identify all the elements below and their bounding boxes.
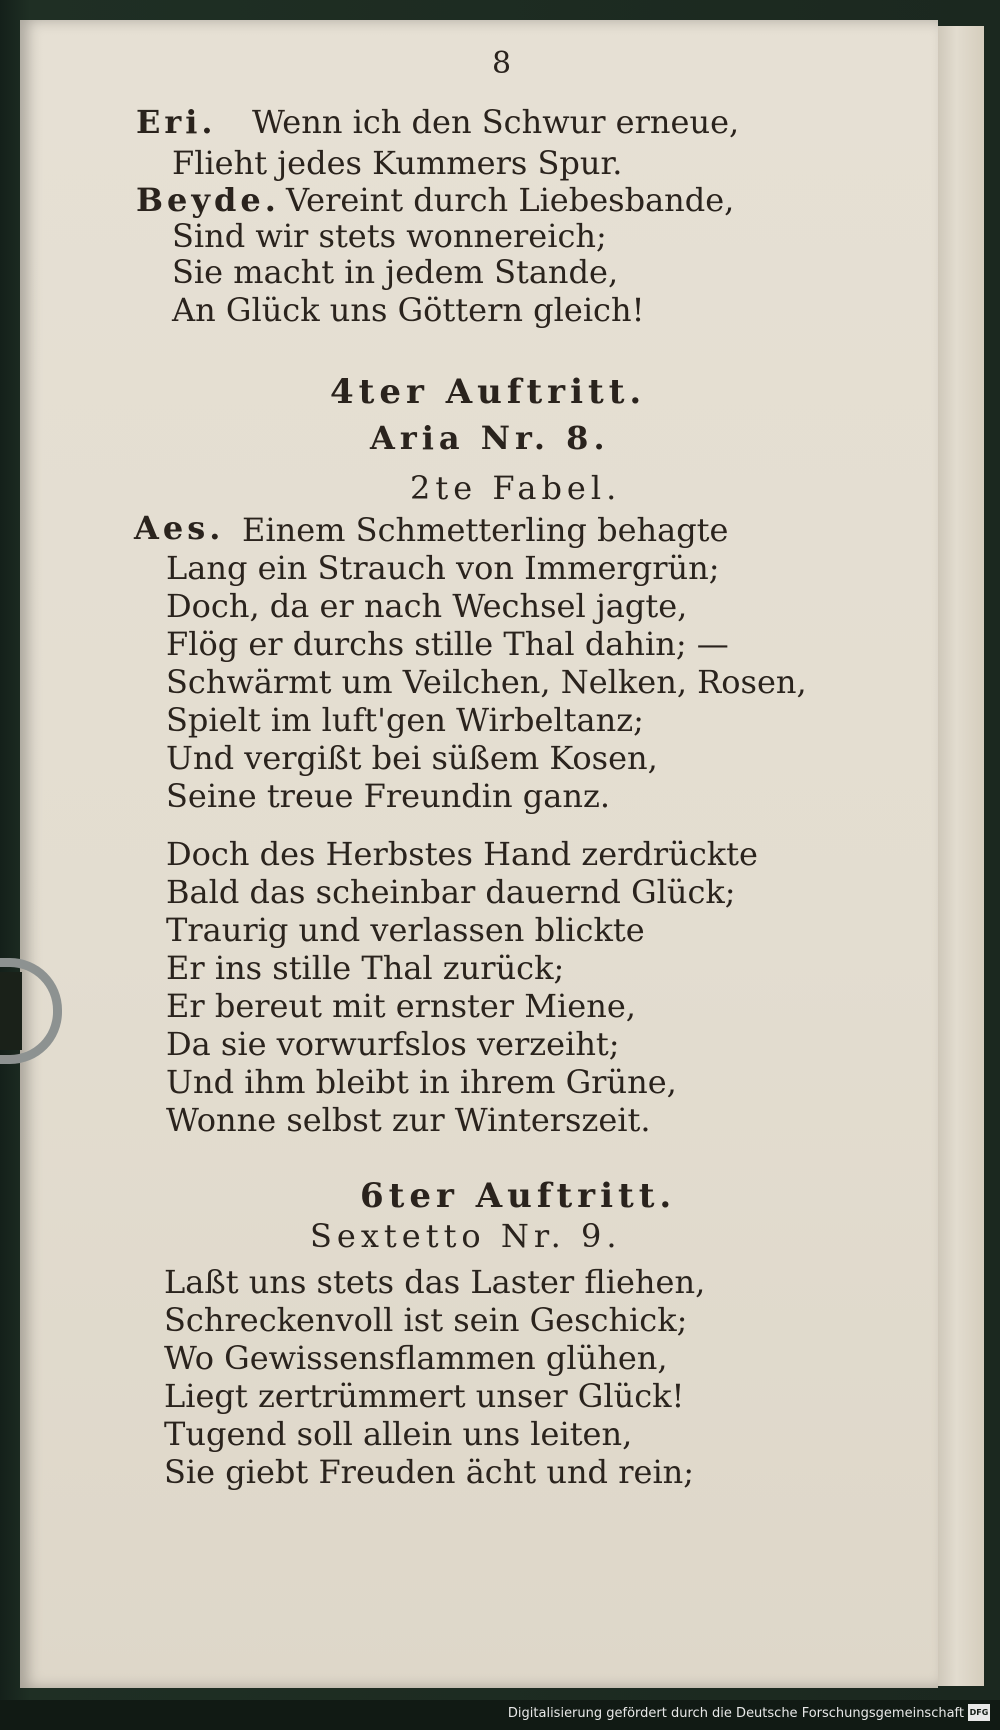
footer-credit: Digitalisierung gefördert durch die Deutsche Forschungsgemeinschaft bbox=[507, 1706, 964, 1721]
verse-line: Schwärmt um Veilchen, Nelken, Rosen, bbox=[166, 663, 807, 701]
verse-line: Wenn ich den Schwur erneue, bbox=[252, 103, 740, 141]
piece-title: Sextetto Nr. 9. bbox=[310, 1217, 622, 1255]
verse-line: Bald das scheinbar dauernd Glück; bbox=[166, 873, 736, 911]
verse-line: Wo Gewissensflammen glühen, bbox=[164, 1339, 668, 1377]
verse-line: Lang ein Strauch von Immergrün; bbox=[166, 549, 720, 587]
verse-line: Vereint durch Liebesbande, bbox=[286, 181, 735, 219]
verse-line: Sind wir stets wonnereich; bbox=[172, 217, 607, 255]
verse-line: Flieht jedes Kummers Spur. bbox=[172, 144, 623, 182]
fable-subtitle: 2te Fabel. bbox=[410, 469, 622, 507]
verse-line: Seine treue Freundin ganz. bbox=[166, 777, 610, 815]
verse-line: Liegt zertrümmert unser Glück! bbox=[164, 1377, 685, 1415]
verse-line: Doch des Herbstes Hand zerdrückte bbox=[166, 835, 758, 873]
verse-line: Schreckenvoll ist sein Geschick; bbox=[164, 1301, 688, 1339]
verse-line: Sie macht in jedem Stande, bbox=[172, 253, 619, 291]
dfg-logo: DFG bbox=[968, 1704, 990, 1721]
verse-line: Flög er durchs stille Thal dahin; — bbox=[166, 625, 729, 663]
verse-line: An Glück uns Göttern gleich! bbox=[172, 291, 645, 329]
scene-title: 4ter Auftritt. bbox=[330, 372, 647, 412]
speaker-label: Beyde. bbox=[136, 181, 280, 219]
verse-line: Und vergißt bei süßem Kosen, bbox=[166, 739, 658, 777]
verse-line: Wonne selbst zur Winterszeit. bbox=[166, 1101, 651, 1139]
page-number: 8 bbox=[492, 46, 512, 81]
verse-line: Er ins stille Thal zurück; bbox=[166, 949, 565, 987]
verse-line: Traurig und verlassen blickte bbox=[166, 911, 645, 949]
verse-line: Und ihm bleibt in ihrem Grüne, bbox=[166, 1063, 677, 1101]
verse-line: Sie giebt Freuden ächt und rein; bbox=[164, 1453, 695, 1491]
verse-line: Laßt uns stets das Laster fliehen, bbox=[164, 1263, 706, 1301]
verse-line: Da sie vorwurfslos verzeiht; bbox=[166, 1025, 620, 1063]
speaker-label: Aes. bbox=[134, 509, 225, 547]
verse-line: Einem Schmetterling behagte bbox=[242, 511, 729, 549]
verse-line: Tugend soll allein uns leiten, bbox=[164, 1415, 633, 1453]
verse-line: Doch, da er nach Wechsel jagte, bbox=[166, 587, 688, 625]
verse-line: Er bereut mit ernster Miene, bbox=[166, 987, 636, 1025]
speaker-label: Eri. bbox=[136, 103, 217, 141]
scene-title: 6ter Auftritt. bbox=[360, 1176, 677, 1216]
verse-line: Spielt im luft'gen Wirbeltanz; bbox=[166, 701, 644, 739]
piece-title: Aria Nr. 8. bbox=[370, 419, 610, 457]
page-edge bbox=[938, 26, 984, 1686]
